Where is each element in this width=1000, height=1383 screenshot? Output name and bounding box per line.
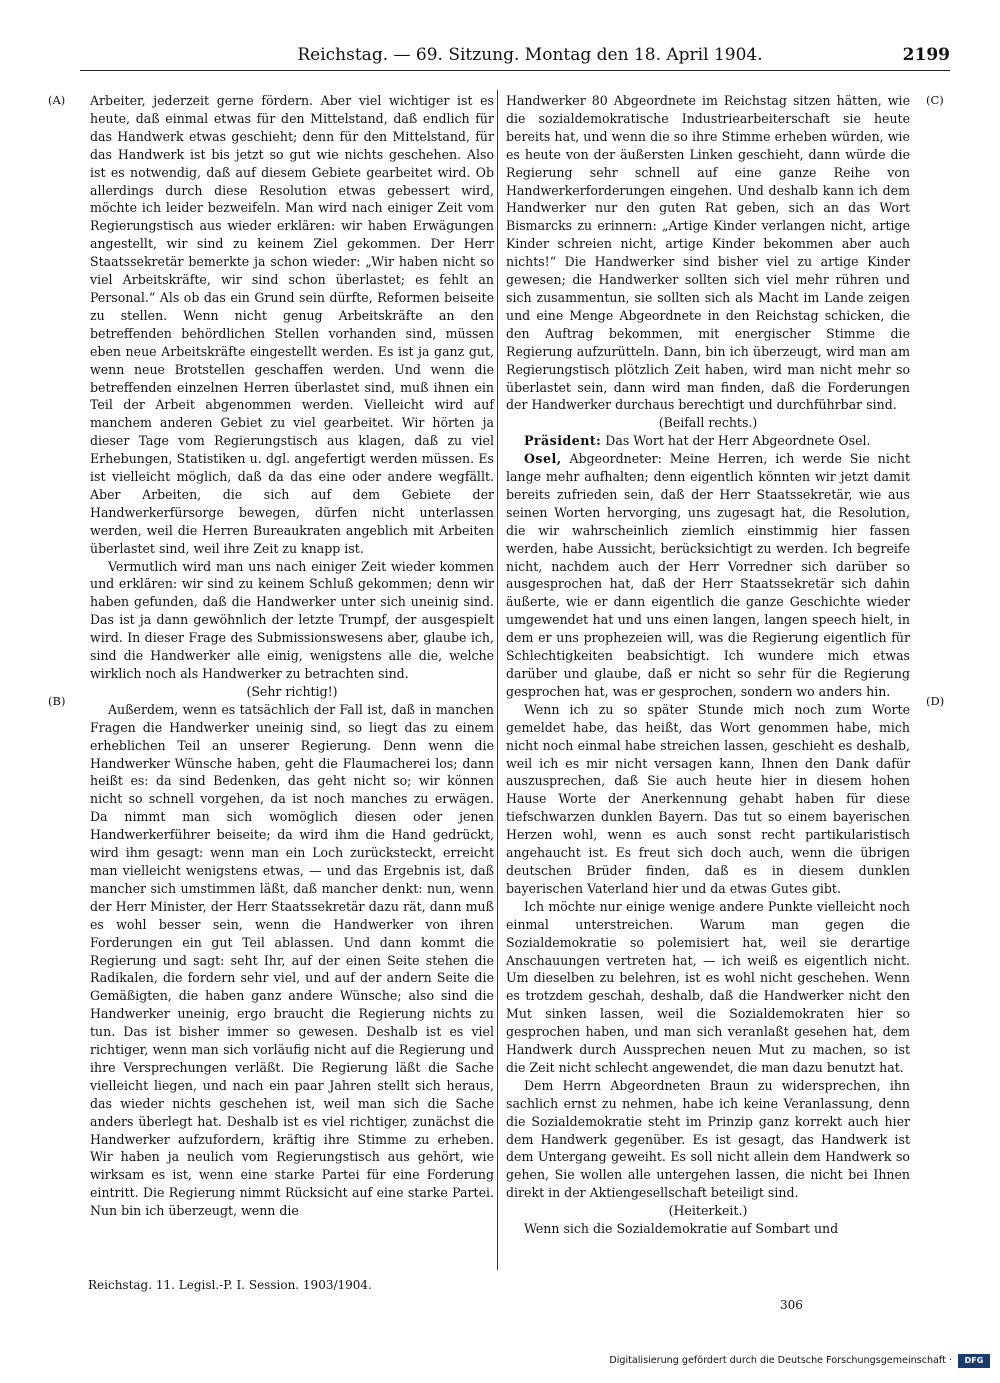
paragraph — [506, 898, 910, 1077]
paragraph — [506, 450, 910, 701]
paragraph-text: Handwerker 80 Abgeordnete im Reichstag sitzen hätten, wie die sozialdemokratische Industriearbeiterschaft sie heute bereits hat, und wenn die so ihre Stimme erheben würden, wie es heute von der äußersten Linken geschieht, dann würde die Regierung sehr schnell auf eine ganze Reihe von Handwerkerforderungen eingehen. Und deshalb kann ich dem Handwerker nur den guten Rat geben, sich an das Wort Bismarcks zu erinnern: „Artige Kinder verlangen nicht, artige Kinder schreien nicht, artige Kinder bekommen aber auch nichts!“ Die Handwerker sind bisher viel zu artige Kinder gewesen; die Handwerker sollten sich viel mehr rühren und sich zusammentun, sie sollten sich als Macht im Lande zeigen und eine Menge Abgeordnete in den Reichstag schicken, die den Auftrag bekommen, mit energischer Stimme die Regierung aufzurütteln. Dann, bin ich überzeugt, wird man am Regierungstisch plötzlich Zeit haben, wird man nicht mehr so überlastet sein, dann wird man finden, daß die Forderungen der Handwerker durchaus berechtigt und durchführbar sind. — [506, 93, 910, 413]
margin-marker-a: (A) — [48, 93, 66, 107]
paragraph — [90, 701, 494, 1220]
paragraph — [506, 701, 910, 898]
footer-session: Reichstag. 11. Legisl.-P. I. Session. 1903/1904. — [88, 1278, 372, 1292]
paragraph-text: Außerdem, wenn es tatsächlich der Fall ist, daß in manchen Fragen die Handwerker uneinig sind, so liegt das zu einem erheblichen Teil an unserer Regierung. Denn wenn die Handwerker Wünsche haben, geht die Flaumacherei los; dann heißt es: da sind Bedenken, das geht nicht so; wir können nicht so schnell vorgehen, da ist noch manches zu erwägen. Da nimmt man sich womöglich diesen oder jenen Handwerkerführer beiseite; da wird ihm die Hand gedrückt, wird ihm gesagt: wenn man ein Loch zurücksteckt, erreicht man vielleicht wenigstens etwas, — und das Ergebnis ist, daß mancher sich umstimmen läßt, daß mancher denkt: nun, wenn der Herr Minister, der Herr Staatssekretär dazu rät, dann muß es wohl besser sein, wenn die Handwerker von ihren Forderungen ein gut Teil ablassen. Und dann kommt die Regierung und sagt: seht Ihr, auf der einen Seite stehen die Radikalen, die fordern sehr viel, und auf der andern Seite die Gemäßigten, die haben ganz andere Wünsche; also sind die Handwerker uneinig, ergo braucht die Regierung nichts zu tun. Das ist bisher immer so gewesen. Deshalb ist es viel richtiger, wenn man sich vorläufig nicht auf die Regierung und ihre Versprechungen verläßt. Die Regierung läßt die Sache vielleicht liegen, und nach ein paar Jahren stellt sich heraus, das wieder nichts geschehen ist, weil man sich die Sache anders überlegt hat. Deshalb ist es viel richtiger, zunächst die Handwerker aufzufordern, kräftig ihre Stimme zu erheben. Wir haben ja neulich vom Regierungstisch aus gehört, wie wirksam es ist, wenn eine starke Partei für eine Forderung eintritt. Die Regierung nimmt Rücksicht auf eine starke Partei. Nun bin ich überzeugt, wenn die — [90, 701, 494, 1219]
interjection — [506, 414, 910, 432]
paragraph-text: Das Wort hat der Herr Abgeordnete Osel. — [601, 433, 871, 449]
margin-marker-d: (D) — [926, 694, 945, 708]
paragraph — [506, 92, 910, 414]
paragraph-text: (Heiterkeit.) — [668, 1203, 748, 1219]
paragraph-text: Ich möchte nur einige wenige andere Punkte vielleicht noch einmal unterstreichen. Warum man gegen die Sozialdemokratie so polemisiert hat, weil sie derartige Anschauungen vertreten hat, — ich weiß es eigentlich nicht. Um dieselben zu belehren, ist es wohl nicht geschehen. Wenn es trotzdem geschah, deshalb, daß die Handwerker nicht den Mut sinken lassen, weil die Sozialdemokraten hier so gesprochen haben, und man sich veranlaßt gesehen hat, dem Handwerk durch Aussprechen neuen Mut zu machen, so ist die Zeit nicht schlecht angewendet, die man dazu benutzt hat. — [506, 898, 910, 1075]
paragraph-text: (Sehr richtig!) — [246, 683, 338, 699]
dfg-logo-icon: DFG — [958, 1354, 990, 1368]
footer-sheet-number: 306 — [780, 1298, 803, 1312]
page-header — [80, 42, 950, 71]
paragraph-text: Wenn ich zu so später Stunde mich noch zum Worte gemeldet habe, das heißt, das Wort genommen habe, mich nicht noch einmal habe streichen lassen, geschieht es deshalb, weil ich es mir nicht versagen kann, Ihnen den Dank dafür auszusprechen, daß Sie auch heute hier in diesem hohen Hause Worte der Anerkennung gehabt haben für diese tiefschwarzen dunklen Bayern. Das tut so einem bayerischen Herzen wohl, wenn es auch sonst recht partikularistisch angehaucht ist. Es freut sich doch auch, wenn die übrigen deutschen Brüder finden, daß es in diesem dunklen bayerischen Vaterland hier und da etwas Gutes gibt. — [506, 701, 910, 896]
margin-marker-b: (B) — [48, 694, 66, 708]
interjection — [90, 683, 494, 701]
paragraph-text: Wenn sich die Sozialdemokratie auf Sombart und — [524, 1221, 839, 1237]
paragraph-text: Arbeiter, jederzeit gerne fördern. Aber viel wichtiger ist es heute, daß einmal etwas für den Mittelstand, daß endlich für das Handwerk etwas geschieht; denn für den Mittelstand, für das Handwerk ist bis jetzt so gut wie nichts geschehen. Also ist es notwendig, daß auf diesem Gebiete gearbeitet wird. Ob allerdings durch diese Resolution etwas gebessert wird, möchte ich leider bezweifeln. Man wird nach einiger Zeit vom Regierungstisch aus wieder erklären: wir haben Erwägungen angestellt, wir sind zu keinem Ziel gekommen. Der Herr Staatssekretär bemerkte ja schon wieder: „Wir haben nicht so viel Arbeitskräfte, wir sind schon überlastet; es fehlt an Personal.“ Als ob das ein Grund sein dürfte, Reformen beiseite zu stellen. Wenn nicht genug Arbeitskräfte an den betreffenden behördlichen Stellen vorhanden sind, müssen eben neue Arbeitskräfte eingestellt werden. Es ist ja ganz gut, wenn neue Brotstellen geschaffen werden. Und wenn die betreffenden einzelnen Herren überlastet sind, muß ihnen ein Teil der Arbeit abgenommen werden. Vielleicht wird auf manchem anderen Gebiet zu viel gearbeitet. Wir hörten ja dieser Tage vom Regierungstisch aus klagen, daß zu viel Erhebungen, Statistiken u. dgl. angefertigt werden müssen. Es ist vielleicht möglich, daß da das eine oder andere wegfällt. Aber Arbeiten, die sich auf dem Gebiete der Handwerkerfürsorge bewegen, dürfen nicht unterlassen werden, weil die Herren Bureaukraten angeblich mit Arbeiten überlastet sind, weil ihre Zeit zu knapp ist. — [90, 93, 494, 556]
paragraph — [506, 432, 910, 450]
funding-text: Digitalisierung gefördert durch die Deutsche Forschungsgemeinschaft · — [609, 1355, 952, 1366]
paragraph-text: Abgeordneter: Meine Herren, ich werde Sie nicht lange mehr aufhalten; denn eigentlich könnten wir jetzt damit bereits zufrieden sein, daß der Herr Staatssekretär, wie aus seinen Worten hervorging, uns zugesagt hat, die Resolution, die wir wahrscheinlich ziemlich einstimmig hier fassen werden, habe Aussicht, berücksichtigt zu werden. Ich begreife nicht, nachdem auch der Herr Vorredner sich darüber so ausgesprochen hat, daß der Herr Staatssekretär sich dahin äußerte, wie er dann eigentlich die ganze Geschichte wieder umgewendet hat und uns einen langen, langen speech hielt, in dem er uns prophezeien will, was die Regierung eigentlich für Schlechtigkeiten beabsichtigt. Ich wundere mich etwas darüber und glaube, daß er nicht so sehr für die Regierung gesprochen hat, was er gesprochen, sondern wo anders hin. — [506, 451, 910, 699]
speaker-name: Osel, — [524, 451, 562, 467]
paragraph-text: Dem Herrn Abgeordneten Braun zu widersprechen, ihn sachlich ernst zu nehmen, habe ich keine Veranlassung, denn die Sozialdemokratie steht im Prinzip ganz korrekt auch hier dem Handwerk gegenüber. Es ist gesagt, das Handwerk ist dem Untergang geweiht. Es soll nicht allein dem Handwerk so gehen, Sie wollen alle untergehen lassen, die nicht bei Ihnen direkt in der Aktiengesellschaft beteiligt sind. — [506, 1077, 910, 1201]
header-title: Reichstag. — 69. Sitzung. Montag den 18. April 1904. — [297, 45, 763, 65]
right-column — [506, 92, 910, 1238]
left-column — [90, 92, 494, 1220]
margin-marker-c: (C) — [926, 93, 944, 107]
paragraph — [506, 1220, 910, 1238]
paragraph — [90, 92, 494, 558]
paragraph-text: Vermutlich wird man uns nach einiger Zeit wieder kommen und erklären: wir sind zu keinem Schluß gekommen; denn wir haben gefunden, daß die Handwerker unter sich uneinig sind. Das ist ja dann gewöhnlich der letzte Trumpf, der ausgespielt wird. In dieser Frage des Submissionswesens aber, glaube ich, sind die Handwerker alle einig, wenigstens alle die, welche wirklich noch als Handwerker zu betrachten sind. — [90, 558, 494, 681]
paragraph — [506, 1077, 910, 1202]
speaker-name: Präsident: — [524, 433, 602, 449]
interjection — [506, 1202, 910, 1220]
page-number: 2199 — [902, 45, 950, 65]
paragraph — [90, 558, 494, 683]
funding-notice — [605, 1352, 990, 1370]
paragraph-text: (Beifall rechts.) — [658, 415, 758, 431]
column-divider — [497, 90, 498, 1270]
